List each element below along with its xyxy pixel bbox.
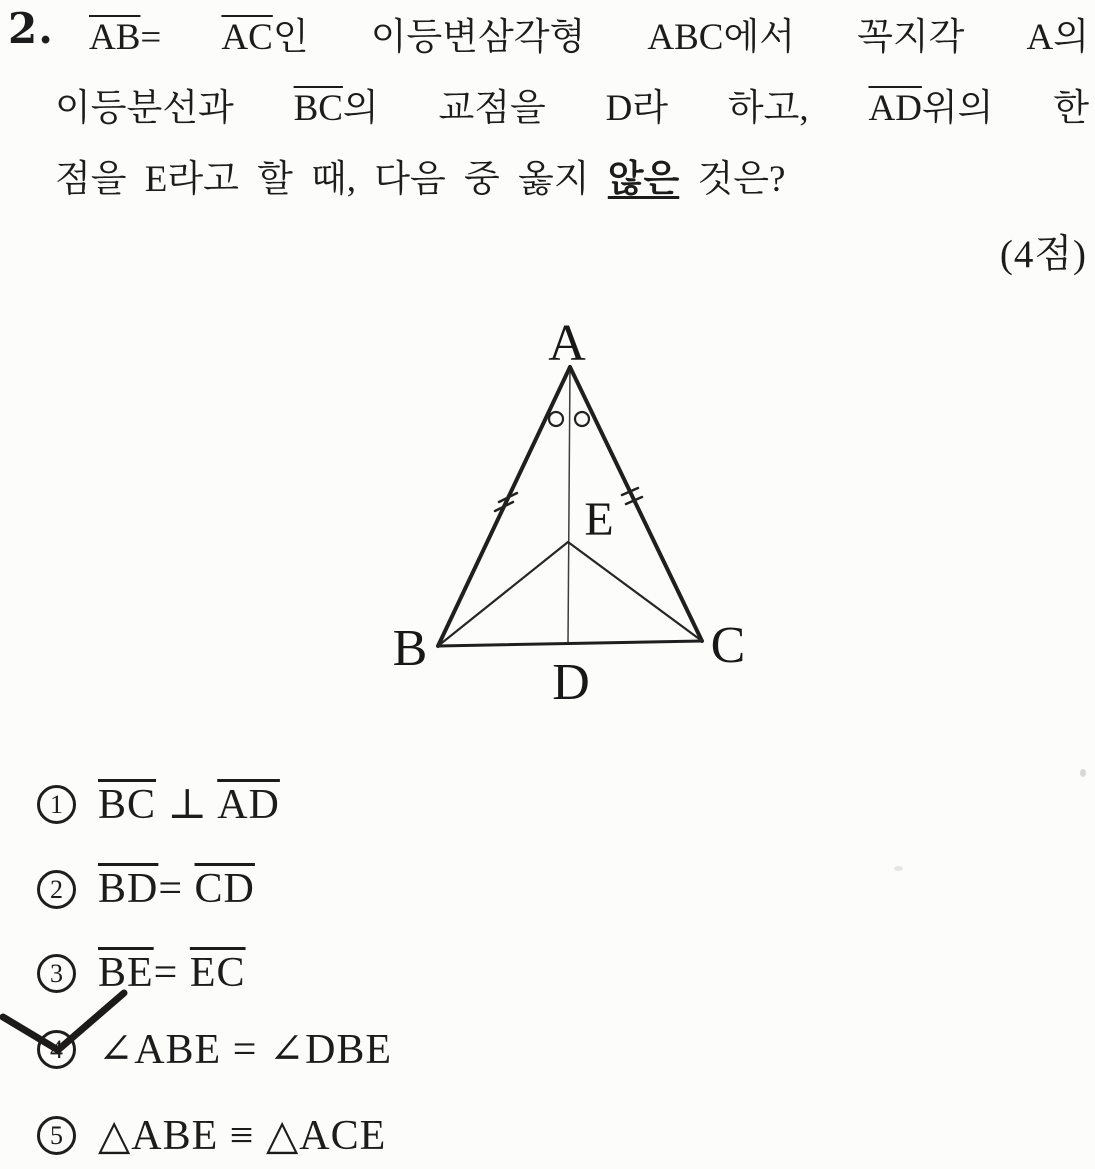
choice-expression-3: $\overline{BE}= \overline{EC}$ bbox=[98, 950, 246, 996]
scan-speck bbox=[1080, 769, 1086, 777]
vertex-label-a: A bbox=[548, 315, 586, 372]
points-badge: (4점) bbox=[999, 233, 1087, 276]
choice-expression-2: $\overline{BD}= \overline{CD}$ bbox=[98, 866, 255, 912]
segment-eb bbox=[438, 542, 568, 646]
question-line-1: $\overline{AB}= \overline{AC}$인 이등변삼각형 ABC에서 꼭지각 A의 bbox=[89, 17, 1089, 58]
choice-number-4: 4 bbox=[37, 1030, 76, 1069]
choice-number-2: 2 bbox=[37, 870, 76, 909]
choice-number-5: 5 bbox=[37, 1116, 76, 1155]
triangle-side-bc bbox=[438, 641, 702, 646]
choice-row-1 bbox=[37, 779, 392, 829]
vertex-label-b: B bbox=[392, 620, 428, 677]
angle-mark-icon bbox=[549, 412, 563, 426]
vertex-label-d: D bbox=[552, 654, 590, 705]
checkmark-annotation bbox=[0, 985, 140, 1065]
segment-ad bbox=[568, 367, 570, 644]
question-line-2: 이등분선과 $\overline{BC}$의 교점을 D라 하고, $\overline{AD}$위의 한 bbox=[55, 88, 1089, 129]
question-line-3: 점을 E라고 할 때, 다음 중 옳지 않은 것은? bbox=[55, 159, 786, 200]
question-number: 2. bbox=[8, 4, 54, 53]
choice-number-1: 1 bbox=[37, 785, 76, 824]
vertex-label-c: C bbox=[710, 617, 745, 674]
angle-mark-icon bbox=[575, 412, 589, 426]
choice-expression-1: $\overline{BC}$ ⊥ $\overline{AD}$ bbox=[98, 782, 280, 828]
segment-ec bbox=[568, 542, 702, 641]
choice-row-5 bbox=[37, 1110, 392, 1160]
choice-number-3: 3 bbox=[37, 954, 76, 993]
geometry-diagram bbox=[385, 305, 745, 705]
choice-expression-5: △ABE ≡ △ACE bbox=[98, 1113, 387, 1159]
choice-list bbox=[37, 779, 392, 1160]
choice-expression-4: ∠ABE = ∠DBE bbox=[98, 1027, 393, 1073]
choice-row-2 bbox=[37, 864, 392, 914]
question-text bbox=[55, 2, 1089, 215]
vertex-label-e: E bbox=[584, 493, 614, 546]
scan-speck bbox=[894, 866, 903, 871]
